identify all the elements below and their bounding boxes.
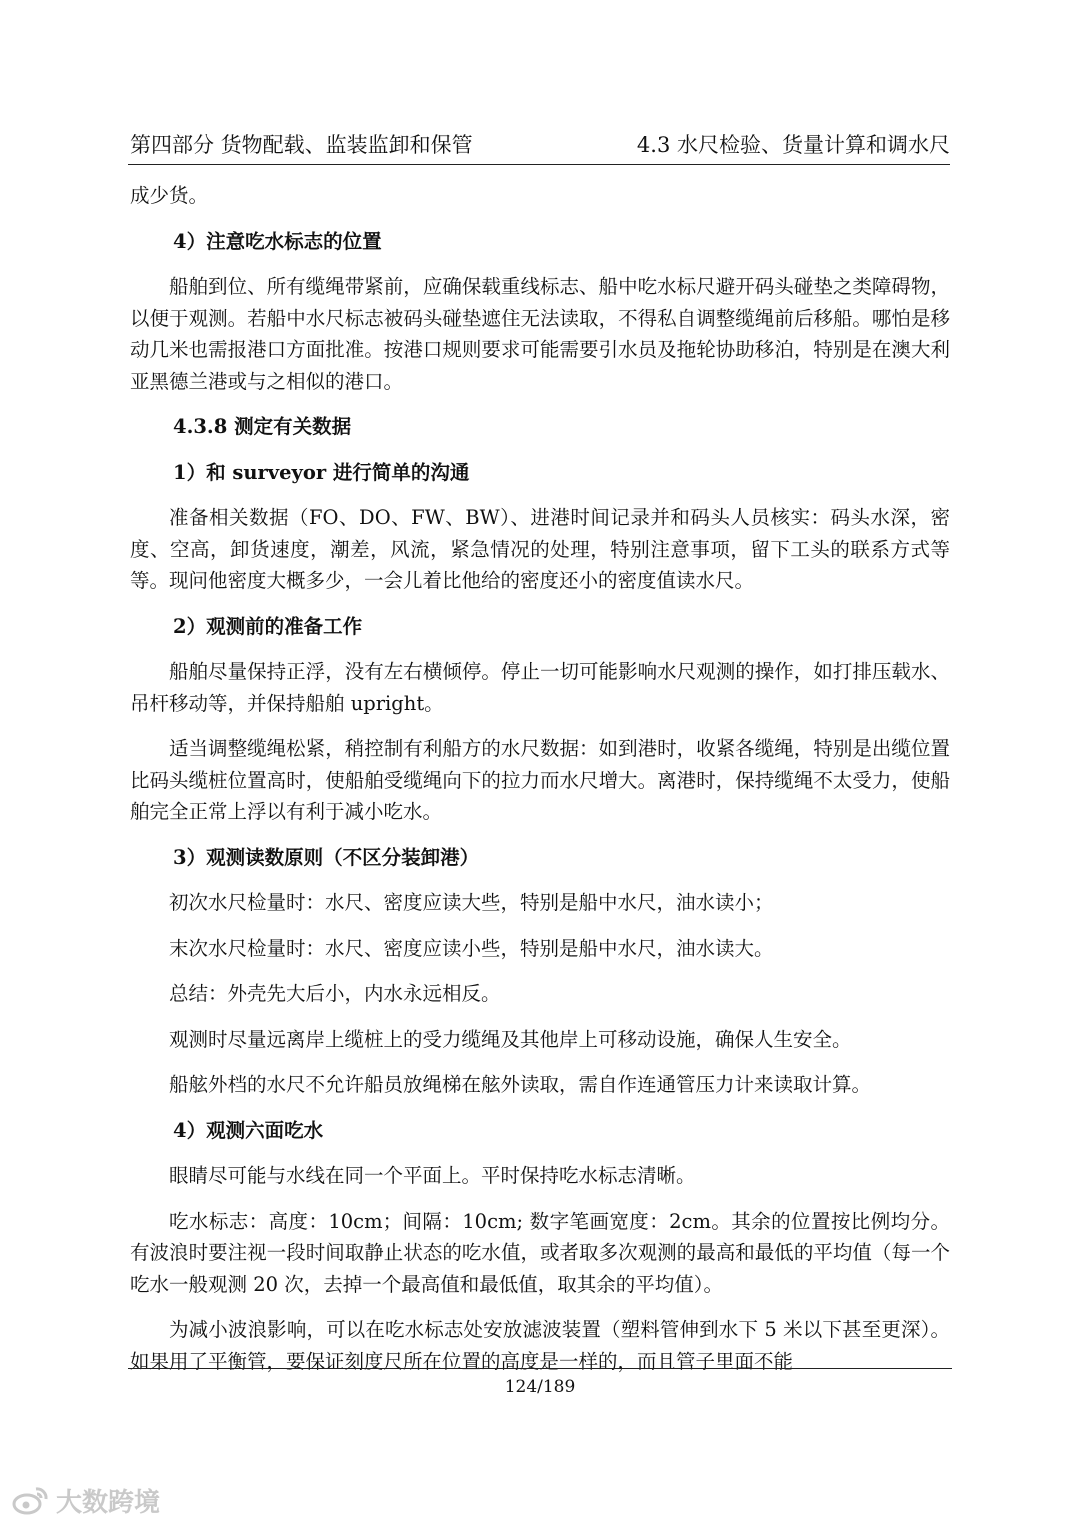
watermark <box>12 1480 160 1520</box>
paragraph-summary: 总结：外壳先大后小，内水永远相反。 <box>169 982 501 1005</box>
header-section-title: 4.3 水尺检验、货量计算和调水尺 <box>636 133 950 157</box>
heading-draft-mark-position: 4）注意吃水标志的位置 <box>173 229 382 253</box>
heading-surveyor-communication: 1）和 surveyor 进行简单的沟通 <box>173 460 470 484</box>
section-heading-4-3-8: 4.3.8 测定有关数据 <box>173 415 352 438</box>
heading-preparation: 2）观测前的准备工作 <box>173 614 363 638</box>
weibo-logo-icon <box>12 1485 50 1515</box>
heading-reading-principles: 3）观测读数原则（不区分装卸港） <box>173 845 480 869</box>
paragraph-draft-marks: 吃水标志：高度：10cm；间隔：10cm; 数字笔画宽度：2cm。其余的位置按比例均分。有波浪时要注视一段时间取静止状态的吃水值，或者取多次观测的最高和最低的平均值（每一个吃水一般观测 20 次，去掉一个最高值和最低值，取其余的平均值）。 <box>130 1209 950 1296</box>
continued-paragraph: 成少货。 <box>130 184 209 207</box>
page-number: 124/189 <box>504 1377 576 1397</box>
paragraph-wave-filter: 为减小波浪影响，可以在吃水标志处安放滤波装置（塑料管伸到水下 5 米以下甚至更深）。如果用了平衡管，要保证刻度尺所在位置的高度是一样的，而且管子里面不能 <box>130 1318 950 1373</box>
paragraph-initial-survey: 初次水尺检量时：水尺、密度应读大些，特别是船中水尺，油水读小； <box>169 891 774 914</box>
paragraph-final-survey: 末次水尺检量时：水尺、密度应读小些，特别是船中水尺，油水读大。 <box>169 936 774 960</box>
paragraph-draft-mark-position: 船舶到位、所有缆绳带紧前，应确保载重线标志、船中吃水标尺避开码头碰垫之类障碍物，以便于观测。若船中水尺标志被码头碰垫遮住无法读取，不得私自调整缆绳前后移船。哪怕是移动几米也需报港口方面批准。按港口规则要求可能需要引水员及拖轮协助移泊，特别是在澳大利亚黑德兰港或与之相似的港口。 <box>130 275 950 393</box>
paragraph-surveyor-communication: 准备相关数据（FO、DO、FW、BW）、进港时间记录并和码头人员核实：码头水深，密度、空高，卸货速度，潮差，风流，紧急情况的处理，特别注意事项，留下工头的联系方式等等。现问他密度大概多少，一会儿着比他给的密度还小的密度值读水尺。 <box>130 506 950 592</box>
paragraph-preparation-1: 船舶尽量保持正浮，没有左右横倾停。停止一切可能影响水尺观测的操作，如打排压载水、吊杆移动等，并保持船舶 upright。 <box>130 660 950 715</box>
header-part-title: 第四部分 货物配载、监装监卸和保管 <box>130 133 473 157</box>
page-header <box>128 130 950 165</box>
page-body <box>130 180 950 1391</box>
watermark-text: 大数跨境 <box>56 1487 161 1518</box>
heading-six-drafts: 4）观测六面吃水 <box>173 1118 324 1142</box>
paragraph-preparation-2: 适当调整缆绳松紧，稍控制有利船方的水尺数据：如到港时，收紧各缆绳，特别是出缆位置比码头缆桩位置高时，使船舶受缆绳向下的拉力而水尺增大。离港时，保持缆绳不太受力，使船舶完全正常上浮以有利于减小吃水。 <box>130 737 950 823</box>
footer-rule <box>128 1368 952 1369</box>
paragraph-outboard-draft: 船舷外档的水尺不允许船员放绳梯在舷外读取，需自作连通管压力计来读取计算。 <box>169 1073 872 1096</box>
paragraph-safety: 观测时尽量远离岸上缆桩上的受力缆绳及其他岸上可移动设施，确保人生安全。 <box>169 1027 852 1051</box>
paragraph-eye-level: 眼睛尽可能与水线在同一个平面上。平时保持吃水标志清晰。 <box>169 1164 696 1187</box>
